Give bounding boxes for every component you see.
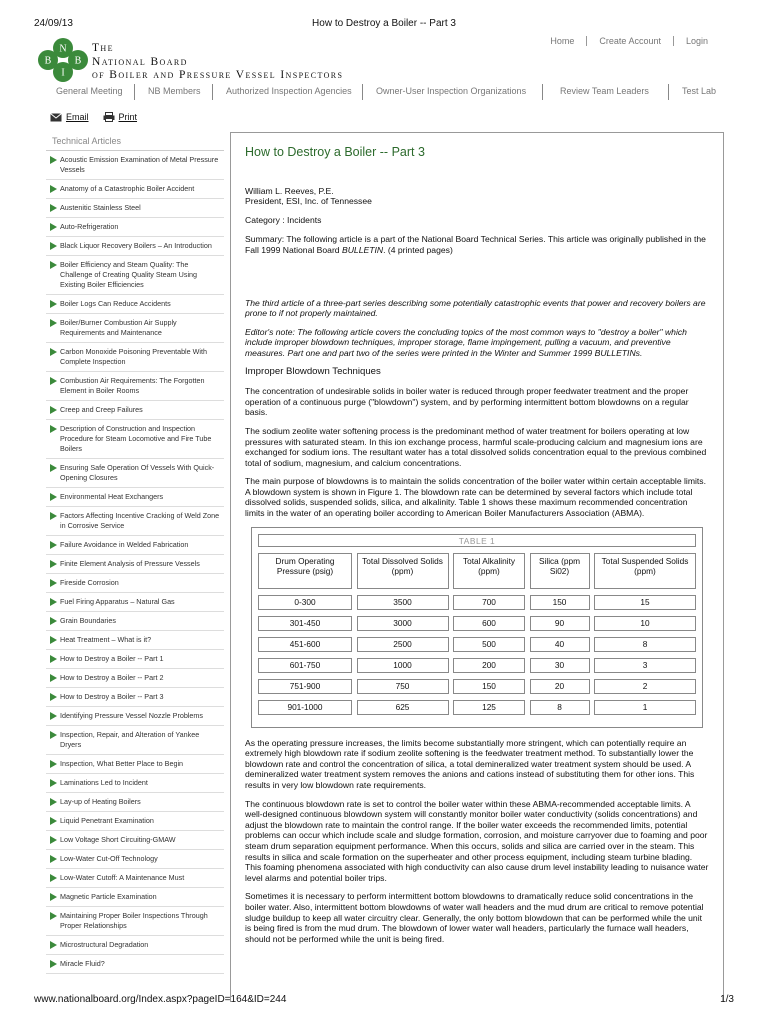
arrow-right-icon bbox=[50, 855, 57, 863]
sidebar-item[interactable] bbox=[46, 314, 224, 343]
sidebar-item[interactable] bbox=[46, 869, 224, 888]
email-link[interactable]: Email bbox=[66, 112, 89, 122]
sidebar-item[interactable] bbox=[46, 555, 224, 574]
sidebar-item-label: Environmental Heat Exchangers bbox=[60, 492, 164, 501]
sidebar-item[interactable] bbox=[46, 180, 224, 199]
table-header-cell: Total Dissolved Solids (ppm) bbox=[357, 553, 449, 589]
sidebar-item[interactable] bbox=[46, 459, 224, 488]
sidebar-item[interactable] bbox=[46, 295, 224, 314]
table-cell: 150 bbox=[530, 595, 590, 610]
sidebar-item-label: Low-Water Cutoff: A Maintenance Must bbox=[60, 873, 185, 882]
sidebar-item-label: Microstructural Degradation bbox=[60, 940, 149, 949]
nav-separator bbox=[212, 84, 213, 100]
logo-letter: N bbox=[59, 43, 67, 55]
table-header-cell: Silica (ppm Si02) bbox=[530, 553, 590, 589]
arrow-right-icon bbox=[50, 406, 57, 414]
article-title: How to Destroy a Boiler -- Part 3 bbox=[245, 145, 425, 159]
table-row bbox=[258, 637, 696, 652]
table-row bbox=[258, 616, 696, 631]
sidebar-item-label: Boiler Logs Can Reduce Accidents bbox=[60, 299, 171, 308]
table-row bbox=[258, 700, 696, 715]
sidebar-item[interactable] bbox=[46, 199, 224, 218]
arrow-right-icon bbox=[50, 960, 57, 968]
sidebar-item-label: Auto-Refrigeration bbox=[60, 222, 119, 231]
arrow-right-icon bbox=[50, 425, 57, 433]
sidebar-item[interactable] bbox=[46, 812, 224, 831]
arrow-right-icon bbox=[50, 779, 57, 787]
sidebar-list bbox=[46, 150, 224, 974]
table-cell: 8 bbox=[594, 637, 696, 652]
nav-review-team-leaders[interactable]: Review Team Leaders bbox=[560, 86, 649, 96]
sidebar-item-label: Laminations Led to Incident bbox=[60, 778, 148, 787]
arrow-right-icon bbox=[50, 817, 57, 825]
arrow-right-icon bbox=[50, 319, 57, 327]
org-name bbox=[92, 42, 343, 83]
table-cell: 1000 bbox=[357, 658, 449, 673]
sidebar-item[interactable] bbox=[46, 650, 224, 669]
sidebar-item-label: Low Voltage Short Circuiting-GMAW bbox=[60, 835, 176, 844]
table-cell: 3 bbox=[594, 658, 696, 673]
sidebar-item-label: Boiler Efficiency and Steam Quality: The Challenge of Creating Quality Steam Using Existing Boiler Efficiencies bbox=[60, 260, 198, 289]
table-cell: 2500 bbox=[357, 637, 449, 652]
sidebar-item-label: Lay-up of Heating Boilers bbox=[60, 797, 141, 806]
arrow-right-icon bbox=[50, 893, 57, 901]
sidebar-item[interactable] bbox=[46, 593, 224, 612]
arrow-right-icon bbox=[50, 156, 57, 164]
table-cell: 150 bbox=[453, 679, 525, 694]
sidebar-item-label: Liquid Penetrant Examination bbox=[60, 816, 154, 825]
sidebar-item-label: Combustion Air Requirements: The Forgotten Element in Boiler Rooms bbox=[60, 376, 205, 395]
print-header bbox=[34, 18, 734, 32]
table-title: TABLE 1 bbox=[258, 534, 696, 547]
paragraph: The sodium zeolite water softening process is the predominant method of water treatment for boilers operating at low pressures with saturated steam. In this ion exchange process, harmful scale-producing calcium and magnesium ions are exchanged for sodium ions. The resultant water has a total dissolved solids concentration equal to the previous combined total of sodium, magnesium, and calcium concentrations. bbox=[245, 425, 707, 468]
article-intro: The third article of a three-part series describing some potentially catastrophic events that power and recovery boilers are prone to if not properly maintained. bbox=[245, 297, 706, 319]
org-name-line: of Boiler and Pressure Vessel Inspectors bbox=[92, 69, 344, 81]
arrow-right-icon bbox=[50, 512, 57, 520]
table-cell: 20 bbox=[530, 679, 590, 694]
table-row bbox=[258, 658, 696, 673]
sidebar-item-label: Finite Element Analysis of Pressure Vessels bbox=[60, 559, 200, 568]
sidebar-item[interactable] bbox=[46, 907, 224, 936]
arrow-right-icon bbox=[50, 300, 57, 308]
envelope-icon[interactable] bbox=[50, 112, 62, 122]
sidebar-item-label: Low-Water Cut-Off Technology bbox=[60, 854, 158, 863]
table-1 bbox=[251, 527, 703, 728]
nav-separator bbox=[668, 84, 669, 100]
sidebar-item[interactable] bbox=[46, 669, 224, 688]
table-cell: 901-1000 bbox=[258, 700, 352, 715]
nav-nb-members[interactable]: NB Members bbox=[148, 86, 201, 96]
arrow-right-icon bbox=[50, 674, 57, 682]
sidebar-item[interactable] bbox=[46, 372, 224, 401]
nav-general-meeting[interactable]: General Meeting bbox=[56, 86, 123, 96]
sidebar-item[interactable] bbox=[46, 488, 224, 507]
article-summary bbox=[245, 234, 709, 255]
home-link[interactable]: Home bbox=[538, 36, 587, 46]
sidebar-item-label: Heat Treatment – What is it? bbox=[60, 635, 152, 644]
summary-pages: . (4 printed pages) bbox=[383, 244, 453, 255]
article-panel bbox=[230, 132, 724, 1002]
sidebar-item-label: Description of Construction and Inspection Procedure for Steam Locomotive and Fire Tube Boilers bbox=[60, 424, 212, 453]
arrow-right-icon bbox=[50, 836, 57, 844]
article-affiliation: President, ESI, Inc. of Tennessee bbox=[245, 196, 372, 207]
nav-authorized-inspection-agencies[interactable]: Authorized Inspection Agencies bbox=[226, 86, 352, 96]
sidebar-item-label: How to Destroy a Boiler -- Part 2 bbox=[60, 673, 164, 682]
table-cell: 500 bbox=[453, 637, 525, 652]
sidebar-item[interactable] bbox=[46, 850, 224, 869]
print-title: How to Destroy a Boiler -- Part 3 bbox=[312, 18, 456, 29]
arrow-right-icon bbox=[50, 636, 57, 644]
arrow-right-icon bbox=[50, 185, 57, 193]
nav-owner-user-inspection-orgs[interactable]: Owner-User Inspection Organizations bbox=[376, 86, 527, 96]
sidebar-item-label: Carbon Monoxide Poisoning Preventable With Complete Inspection bbox=[60, 347, 208, 366]
top-links bbox=[538, 36, 708, 46]
table-cell: 451-600 bbox=[258, 637, 352, 652]
sidebar-item[interactable] bbox=[46, 774, 224, 793]
printer-icon[interactable] bbox=[103, 112, 115, 122]
arrow-right-icon bbox=[50, 541, 57, 549]
article-category: Category : Incidents bbox=[245, 214, 322, 225]
sidebar-item[interactable] bbox=[46, 343, 224, 372]
table-cell: 10 bbox=[594, 616, 696, 631]
arrow-right-icon bbox=[50, 261, 57, 269]
sidebar-item-label: Maintaining Proper Boiler Inspections Through Proper Relationships bbox=[60, 911, 208, 930]
sidebar-item[interactable] bbox=[46, 420, 224, 459]
paragraph: The concentration of undesirable solids in boiler water is reduced through proper feedwater treatment and the proper operation of a continuous purge ("blowdown") system, and by performing intermittent bottom blowdowns on a regular basis. bbox=[245, 386, 689, 418]
sidebar-item[interactable] bbox=[46, 726, 224, 755]
sidebar bbox=[46, 132, 224, 974]
table-cell: 601-750 bbox=[258, 658, 352, 673]
arrow-right-icon bbox=[50, 798, 57, 806]
arrow-right-icon bbox=[50, 579, 57, 587]
sidebar-item[interactable] bbox=[46, 755, 224, 774]
table-cell: 8 bbox=[530, 700, 590, 715]
table-row bbox=[258, 595, 696, 610]
logo-letter: B bbox=[74, 55, 82, 67]
article-author: William L. Reeves, P.E. bbox=[245, 185, 334, 196]
table-cell: 751-900 bbox=[258, 679, 352, 694]
table-cell: 15 bbox=[594, 595, 696, 610]
arrow-right-icon bbox=[50, 693, 57, 701]
table-cell: 0-300 bbox=[258, 595, 352, 610]
table-cell: 625 bbox=[357, 700, 449, 715]
table-cell: 30 bbox=[530, 658, 590, 673]
logo-letter: I bbox=[61, 67, 65, 79]
print-link[interactable]: Print bbox=[118, 112, 138, 122]
table-header-cell: Total Suspended Solids (ppm) bbox=[594, 553, 696, 589]
table-cell: 700 bbox=[453, 595, 525, 610]
sidebar-item[interactable] bbox=[46, 707, 224, 726]
sidebar-item[interactable] bbox=[46, 793, 224, 812]
paragraph: Sometimes it is necessary to perform intermittent bottom blowdowns to dramatically reduce solid concentrations in the boiler water. Also, intermittent bottom blowdowns of water wall headers and the mud drum are critical to remove potential sludge buildup to keep all water circuitry clear. Generally, the only bottom blowdown that can be performed while the unit is being fired is from the mud drum. The blowdown of lower water wall headers, particularly the furnace wall headers, should not be performed while the unit is being fired. bbox=[245, 891, 704, 944]
table-cell: 125 bbox=[453, 700, 525, 715]
editors-note: Editor's note: The following article covers the concluding topics of the most common ways to "destroy a boiler" which include improper blowdown techniques, improper storage, flame impingement, pulling a vacuum, and preventive measures. Part one and part two of the series were printed in the Winter and Summer 1999 BULLETINs. bbox=[245, 326, 687, 358]
arrow-right-icon bbox=[50, 941, 57, 949]
table-row bbox=[258, 679, 696, 694]
sidebar-heading: Technical Articles bbox=[52, 136, 122, 146]
table-cell: 600 bbox=[453, 616, 525, 631]
sidebar-item[interactable] bbox=[46, 612, 224, 631]
paragraph: The main purpose of blowdowns is to maintain the solids concentration of the boiler water within certain acceptable limits. A blowdown system is shown in Figure 1. The blowdown rate can be determined by several factors which include total dissolved solids, suspended solids, silica, and alkalinity. Table 1 shows these maximum recommended concentration limits in the water of an operating boiler according to American Boiler Manufacturers Association (ABMA). bbox=[245, 476, 706, 519]
arrow-right-icon bbox=[50, 912, 57, 920]
nav-separator bbox=[542, 84, 543, 100]
print-date: 24/09/13 bbox=[34, 18, 73, 29]
paragraph: As the operating pressure increases, the limits become substantially more stringent, which can potentially require an extremely high blowdown rate if sodium zeolite softening is the feedwater treatment method. To substantially lower the blowdown rate and control the concentration of silica, a total demineralized water treatment system should be used. A demineralized water treatment system removes the anions and cations instead of substituting them for other ions. This results in very low blowdown rate requirements. bbox=[245, 737, 695, 791]
arrow-right-icon bbox=[50, 598, 57, 606]
summary-bulletin: BULLETIN bbox=[341, 244, 384, 255]
table-cell: 301-450 bbox=[258, 616, 352, 631]
logo-letter: B bbox=[44, 55, 52, 67]
arrow-right-icon bbox=[50, 223, 57, 231]
sidebar-item[interactable] bbox=[46, 536, 224, 555]
sidebar-item[interactable] bbox=[46, 256, 224, 295]
arrow-right-icon bbox=[50, 655, 57, 663]
sidebar-item[interactable] bbox=[46, 237, 224, 256]
sidebar-item-label: Austenitic Stainless Steel bbox=[60, 203, 141, 212]
sidebar-item[interactable] bbox=[46, 688, 224, 707]
arrow-right-icon bbox=[50, 731, 57, 739]
arrow-right-icon bbox=[50, 464, 57, 472]
sidebar-item[interactable] bbox=[46, 888, 224, 907]
login-link[interactable]: Login bbox=[685, 36, 708, 46]
article-tools bbox=[50, 112, 151, 122]
sidebar-item-label: Fireside Corrosion bbox=[60, 578, 119, 587]
arrow-right-icon bbox=[50, 242, 57, 250]
sidebar-item[interactable] bbox=[46, 401, 224, 420]
sidebar-item-label: Inspection, What Better Place to Begin bbox=[60, 759, 184, 768]
sidebar-item-label: Fuel Firing Apparatus – Natural Gas bbox=[60, 597, 175, 606]
table-cell: 3000 bbox=[357, 616, 449, 631]
national-board-logo[interactable] bbox=[36, 36, 90, 84]
arrow-right-icon bbox=[50, 617, 57, 625]
sidebar-item[interactable] bbox=[46, 831, 224, 850]
paragraph: The continuous blowdown rate is set to control the boiler water within these ABMA-recommended acceptable limits. A well-designed continuous blowdown system will constantly monitor boiler water conductivity (solids concentrations) and adjust the blowdown rate to maintain the control range. If the boiler water exceeds the recommended limits, potential problems can occur which include scale and sludge formation, corrosion, and moisture carryover due to foaming and poor steam drum separation equipment performance. When this occurs, solids and silica are carried over in the steam. This results in silica and scale formation on the superheater and other process equipment, including steam turbine blading. This foaming phenomena associated with high conductivity can also cause drum level instability leading to nuisance water level alarms and potential boiler trips. bbox=[245, 798, 709, 883]
sidebar-item[interactable] bbox=[46, 574, 224, 593]
print-page-number: 1/3 bbox=[720, 994, 734, 1005]
sidebar-item-label: Acoustic Emission Examination of Metal Pressure Vessels bbox=[60, 155, 219, 174]
arrow-right-icon bbox=[50, 560, 57, 568]
table-cell: 90 bbox=[530, 616, 590, 631]
summary-text: Summary: The following article is a part of the National Board Technical Series. This article was originally published in the Fall 1999 National Board bbox=[245, 234, 706, 255]
sidebar-item-label: Grain Boundaries bbox=[60, 616, 116, 625]
sidebar-item-label: Creep and Creep Failures bbox=[60, 405, 143, 414]
nav-separator bbox=[134, 84, 135, 100]
arrow-right-icon bbox=[50, 874, 57, 882]
nav-test-lab[interactable]: Test Lab bbox=[682, 86, 717, 96]
org-name-line: The bbox=[92, 42, 114, 54]
sidebar-item[interactable] bbox=[46, 936, 224, 955]
arrow-right-icon bbox=[50, 712, 57, 720]
table-cell: 1 bbox=[594, 700, 696, 715]
sidebar-item[interactable] bbox=[46, 218, 224, 237]
main-nav bbox=[48, 84, 728, 100]
sidebar-item-label: Ensuring Safe Operation Of Vessels With Quick-Opening Closures bbox=[60, 463, 215, 482]
table-cell: 200 bbox=[453, 658, 525, 673]
org-name-line: National Board bbox=[92, 55, 188, 68]
sidebar-item-label: Identifying Pressure Vessel Nozzle Problems bbox=[60, 711, 204, 720]
table-header-cell: Drum Operating Pressure (psig) bbox=[258, 553, 352, 589]
create-account-link[interactable]: Create Account bbox=[587, 36, 674, 46]
sidebar-item-label: Miracle Fluid? bbox=[60, 959, 105, 968]
sidebar-item-label: Factors Affecting Incentive Cracking of Weld Zone in Corrosive Service bbox=[60, 511, 220, 530]
arrow-right-icon bbox=[50, 377, 57, 385]
sidebar-item[interactable] bbox=[46, 631, 224, 650]
sidebar-item-label: Failure Avoidance in Welded Fabrication bbox=[60, 540, 189, 549]
sidebar-item-label: Magnetic Particle Examination bbox=[60, 892, 157, 901]
sidebar-item-label: Black Liquor Recovery Boilers – An Introduction bbox=[60, 241, 212, 250]
print-url: www.nationalboard.org/Index.aspx?pageID=164&ID=244 bbox=[34, 994, 287, 1005]
table-header-cell: Total Alkalinity (ppm) bbox=[453, 553, 525, 589]
sidebar-item-label: Anatomy of a Catastrophic Boiler Accident bbox=[60, 184, 195, 193]
table-cell: 2 bbox=[594, 679, 696, 694]
sidebar-item[interactable] bbox=[46, 955, 224, 974]
arrow-right-icon bbox=[50, 348, 57, 356]
table-cell: 3500 bbox=[357, 595, 449, 610]
table-cell: 40 bbox=[530, 637, 590, 652]
arrow-right-icon bbox=[50, 493, 57, 501]
sidebar-item[interactable] bbox=[46, 507, 224, 536]
sidebar-item-label: Inspection, Repair, and Alteration of Yankee Dryers bbox=[60, 730, 200, 749]
sidebar-item-label: How to Destroy a Boiler -- Part 3 bbox=[60, 692, 164, 701]
table-header-row bbox=[258, 553, 696, 589]
arrow-right-icon bbox=[50, 760, 57, 768]
sidebar-item[interactable] bbox=[46, 151, 224, 180]
section-heading: Improper Blowdown Techniques bbox=[245, 365, 381, 377]
table-cell: 750 bbox=[357, 679, 449, 694]
nav-separator bbox=[362, 84, 363, 100]
arrow-right-icon bbox=[50, 204, 57, 212]
sidebar-item-label: How to Destroy a Boiler -- Part 1 bbox=[60, 654, 164, 663]
sidebar-item-label: Boiler/Burner Combustion Air Supply Requirements and Maintenance bbox=[60, 318, 177, 337]
